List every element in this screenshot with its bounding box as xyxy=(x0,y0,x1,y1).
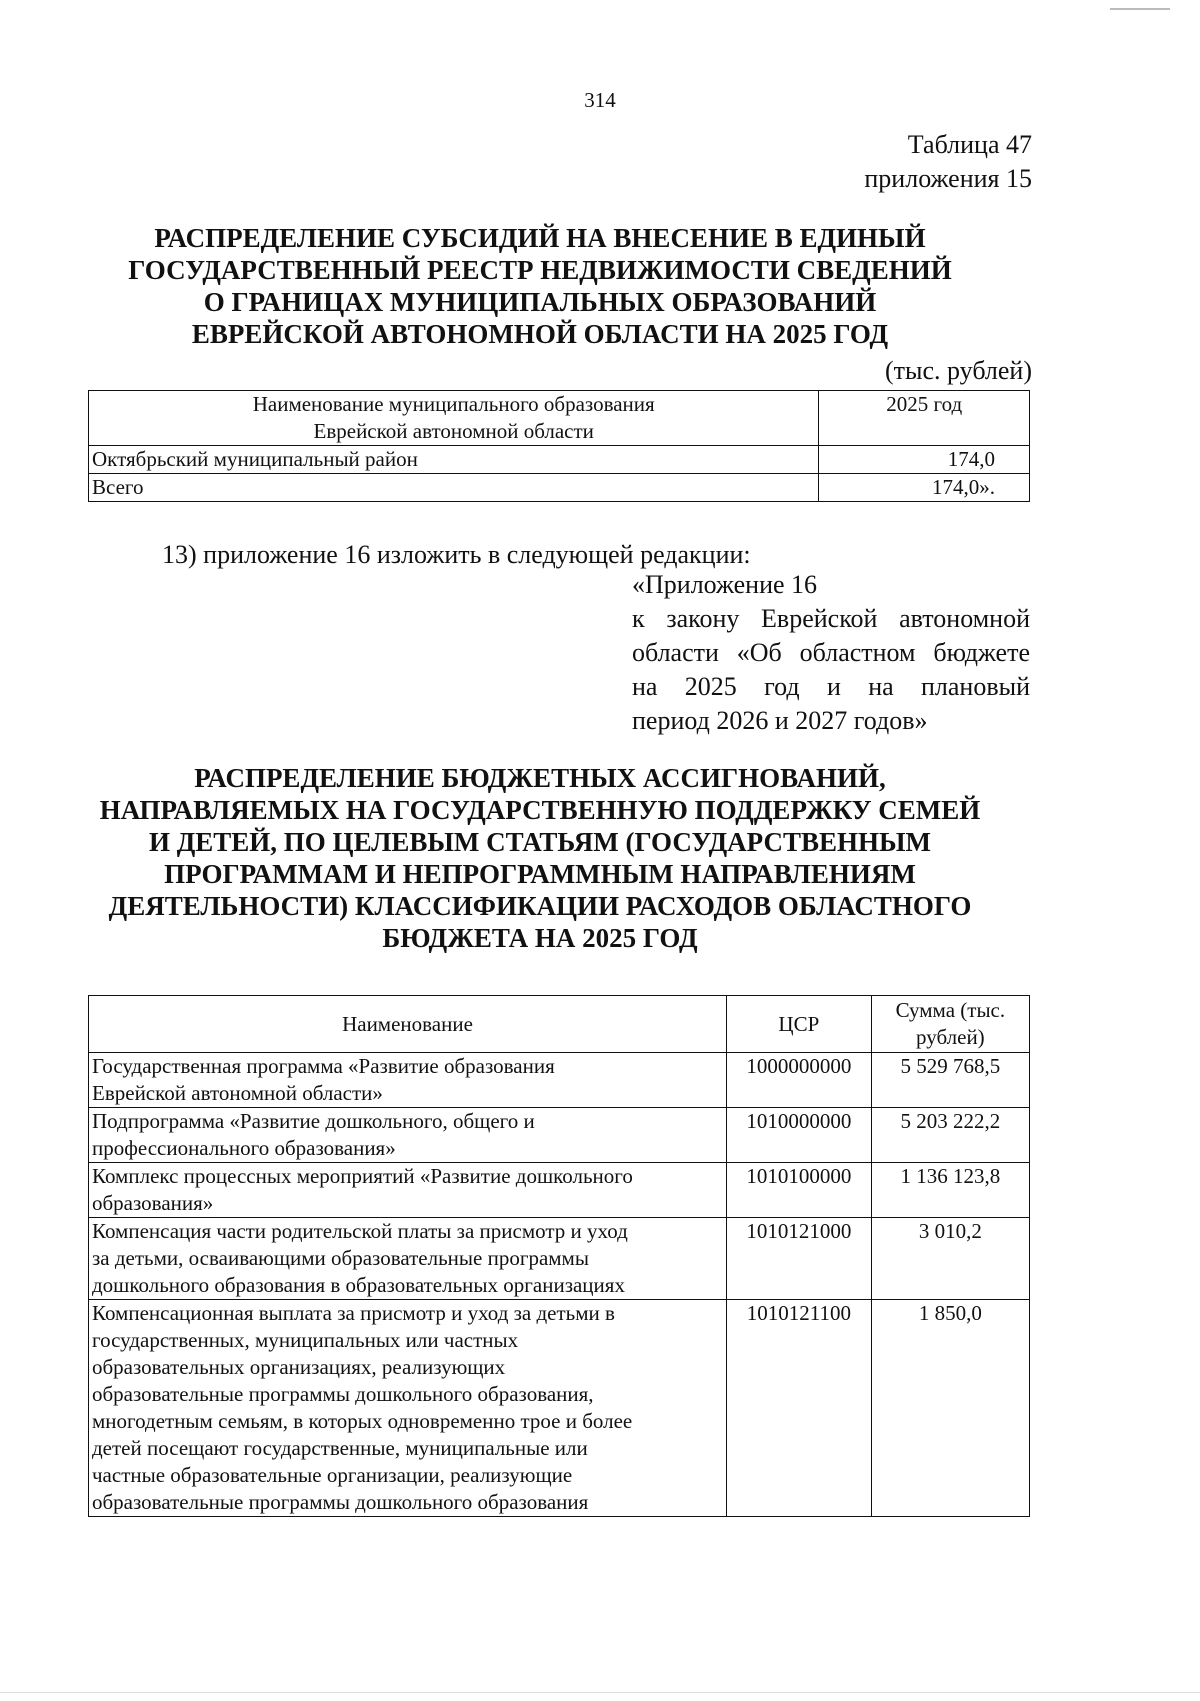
row-value: 174,0 xyxy=(819,446,1030,474)
row-name-line: Еврейской автономной области» xyxy=(92,1081,383,1105)
row-code: 1000000000 xyxy=(727,1053,872,1108)
row-name-line: за детьми, осваивающими образовательные программы xyxy=(92,1246,589,1270)
row-name-line: профессионального образования» xyxy=(92,1136,396,1160)
row-name: Октябрьский муниципальный район xyxy=(89,446,819,474)
allocation-table xyxy=(88,995,1030,1517)
title-line: И ДЕТЕЙ, ПО ЦЕЛЕВЫМ СТАТЬЯМ (ГОСУДАРСТВЕННЫМ xyxy=(148,827,932,857)
row-name xyxy=(89,1108,727,1163)
row-sum: 3 010,2 xyxy=(871,1218,1029,1300)
row-value: 174,0». xyxy=(819,474,1030,502)
table-reference xyxy=(864,128,1032,196)
header-municipality xyxy=(89,391,819,446)
header-line: Еврейской автономной области xyxy=(313,419,594,443)
title-line: ГОСУДАРСТВЕННЫЙ РЕЕСТР НЕДВИЖИМОСТИ СВЕДЕНИЙ xyxy=(128,255,952,285)
table-row xyxy=(89,1053,1030,1108)
appendix-line: период 2026 и 2027 годов» xyxy=(632,706,928,735)
title-line: ДЕЯТЕЛЬНОСТИ) КЛАССИФИКАЦИИ РАСХОДОВ ОБЛАСТНОГО xyxy=(108,891,972,921)
header-line: Наименование муниципального образования xyxy=(252,392,655,416)
appendix-line: к закону Еврейской автономной xyxy=(632,604,1030,633)
title-line: О ГРАНИЦАХ МУНИЦИПАЛЬНЫХ ОБРАЗОВАНИЙ xyxy=(203,287,877,317)
row-name xyxy=(89,1053,727,1108)
row-sum: 5 529 768,5 xyxy=(871,1053,1029,1108)
table-header-row xyxy=(89,996,1030,1053)
appendix16-reference xyxy=(632,568,1030,738)
row-sum: 1 136 123,8 xyxy=(871,1163,1029,1218)
header-code: ЦСР xyxy=(727,996,872,1053)
scan-artifact xyxy=(1110,8,1170,10)
table-row xyxy=(89,446,1030,474)
row-name-line: Государственная программа «Развитие образования xyxy=(92,1054,555,1078)
row-name-line: детей посещают государственные, муниципальные или xyxy=(92,1436,588,1460)
row-name-line: образовательные программы дошкольного образования xyxy=(92,1490,589,1514)
row-name xyxy=(89,1300,727,1517)
appendix16-title xyxy=(60,762,1020,954)
appendix-line: «Приложение 16 xyxy=(632,570,818,599)
row-code: 1010000000 xyxy=(727,1108,872,1163)
table-row xyxy=(89,474,1030,502)
header-line: рублей) xyxy=(916,1025,985,1049)
row-name-line: Компенсационная выплата за присмотр и уход за детьми в xyxy=(92,1301,615,1325)
header-year: 2025 год xyxy=(819,391,1030,446)
row-name-line: дошкольного образования в образовательных организациях xyxy=(92,1273,625,1297)
table-header-row xyxy=(89,391,1030,446)
table-reference-line: Таблица 47 xyxy=(907,130,1032,159)
row-name-line: Комплекс процессных мероприятий «Развитие дошкольного xyxy=(92,1164,633,1188)
header-line: Сумма (тыс. xyxy=(895,998,1006,1022)
title-line: НАПРАВЛЯЕМЫХ НА ГОСУДАРСТВЕННУЮ ПОДДЕРЖКУ СЕМЕЙ xyxy=(99,795,981,825)
row-name-line: частные образовательные организации, реализующие xyxy=(92,1463,573,1487)
appendix-line: на 2025 год и на плановый xyxy=(632,672,1030,701)
row-name-line: Компенсация части родительской платы за присмотр и уход xyxy=(92,1219,628,1243)
header-name: Наименование xyxy=(89,996,727,1053)
amendment-instruction: 13) приложение 16 изложить в следующей редакции: xyxy=(162,540,751,569)
row-name xyxy=(89,1163,727,1218)
title-line: ЕВРЕЙСКОЙ АВТОНОМНОЙ ОБЛАСТИ НА 2025 ГОД xyxy=(191,319,889,349)
page-number: 314 xyxy=(584,88,616,112)
title-line: БЮДЖЕТА НА 2025 ГОД xyxy=(382,923,698,953)
row-name-line: образования» xyxy=(92,1191,214,1215)
row-name-line: многодетным семьям, в которых одновременно трое и более xyxy=(92,1409,633,1433)
header-sum xyxy=(871,996,1029,1053)
units-label: (тыс. рублей) xyxy=(884,356,1032,385)
row-sum: 5 203 222,2 xyxy=(871,1108,1029,1163)
row-name: Всего xyxy=(89,474,819,502)
subsidy-table xyxy=(88,390,1030,502)
row-code: 1010100000 xyxy=(727,1163,872,1218)
title-line: РАСПРЕДЕЛЕНИЕ СУБСИДИЙ НА ВНЕСЕНИЕ В ЕДИНЫЙ xyxy=(154,223,926,253)
appendix-line: области «Об областном бюджете xyxy=(632,638,1030,667)
table-row xyxy=(89,1218,1030,1300)
table47-title xyxy=(80,222,1000,350)
title-line: ПРОГРАММАМ И НЕПРОГРАММНЫМ НАПРАВЛЕНИЯМ xyxy=(164,859,916,889)
row-name-line: Подпрограмма «Развитие дошкольного, общего и xyxy=(92,1109,535,1133)
row-name-line: государственных, муниципальных или частных xyxy=(92,1328,519,1352)
row-name xyxy=(89,1218,727,1300)
row-name-line: образовательных организациях, реализующих xyxy=(92,1355,506,1379)
row-sum: 1 850,0 xyxy=(871,1300,1029,1517)
table-row xyxy=(89,1163,1030,1218)
scan-artifact xyxy=(0,1692,1200,1693)
table-row xyxy=(89,1300,1030,1517)
table-row xyxy=(89,1108,1030,1163)
row-code: 1010121000 xyxy=(727,1218,872,1300)
row-name-line: образовательные программы дошкольного образования, xyxy=(92,1382,594,1406)
title-line: РАСПРЕДЕЛЕНИЕ БЮДЖЕТНЫХ АССИГНОВАНИЙ, xyxy=(194,763,886,793)
row-code: 1010121100 xyxy=(727,1300,872,1517)
table-reference-line: приложения 15 xyxy=(864,164,1032,193)
